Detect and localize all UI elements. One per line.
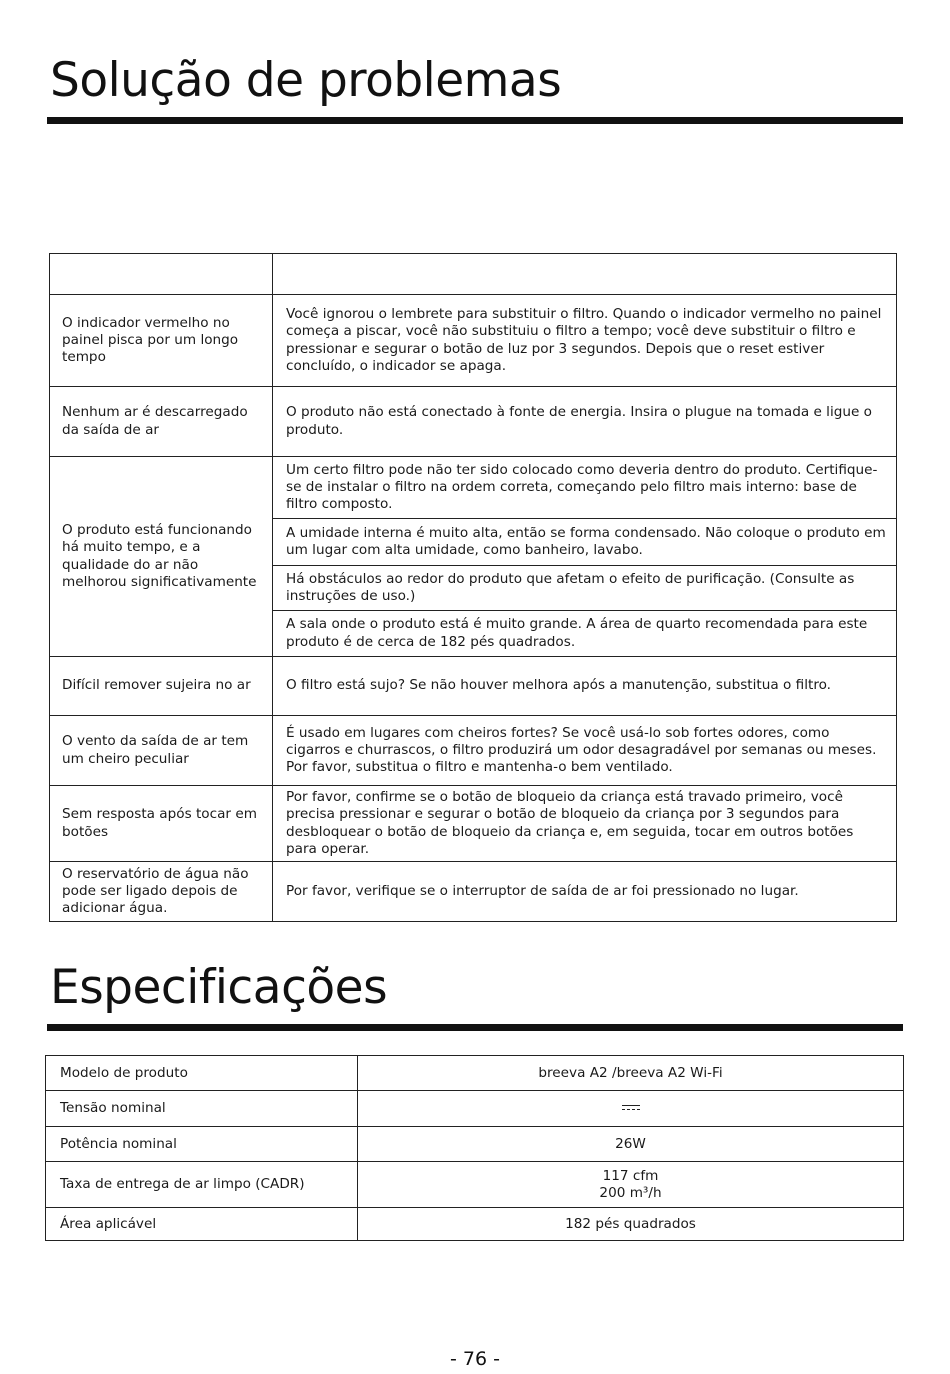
specifications-title: Especificações: [50, 960, 388, 1015]
spec-label: Área aplicável: [46, 1208, 358, 1241]
solution-cell: Um certo filtro pode não ter sido colocado como deveria dentro do produto. Certifique-se de instalar o filtro na ordem correta, começando pelo filtro mais interno: base de filtro composto.: [273, 457, 897, 519]
spec-row: [46, 1127, 904, 1162]
problem-cell: Sem resposta após tocar em botões: [50, 786, 273, 862]
spec-value-line: 26W: [615, 1135, 646, 1152]
problem-cell: Difícil remover sujeira no ar: [50, 657, 273, 716]
spec-value: [358, 1056, 904, 1091]
specifications-table: [45, 1055, 904, 1241]
specs-rule: [47, 1024, 903, 1031]
spec-row: [46, 1208, 904, 1241]
problem-cell: O produto está funcionando há muito tempo, e a qualidade do ar não melhorou significativamente: [50, 457, 273, 657]
header-problem: [50, 254, 273, 295]
solution-cell: Por favor, verifique se o interruptor de saída de ar foi pressionado no lugar.: [273, 862, 897, 922]
dc-symbol-icon: [622, 1105, 640, 1111]
solution-cell: O filtro está sujo? Se não houver melhora após a manutenção, substitua o filtro.: [273, 657, 897, 716]
table-row: [50, 657, 897, 716]
table-row: [50, 862, 897, 922]
spec-value-line: 200 m³/h: [599, 1184, 662, 1201]
spec-label: Potência nominal: [46, 1127, 358, 1162]
solution-cell: Você ignorou o lembrete para substituir o filtro. Quando o indicador vermelho no painel começa a piscar, você não substituiu o filtro a tempo; você deve substituir o filtro e pressionar e segurar o botão de luz por 3 segundos. Depois que o reset estiver concluído, o indicador se apaga.: [273, 295, 897, 387]
table-row: [50, 295, 897, 387]
troubleshooting-table: [49, 253, 897, 922]
spec-label: Taxa de entrega de ar limpo (CADR): [46, 1162, 358, 1208]
title-rule: [47, 117, 903, 124]
solution-cell: A sala onde o produto está é muito grande. A área de quarto recomendada para este produto é de cerca de 182 pés quadrados.: [273, 611, 897, 657]
table-row: [50, 387, 897, 457]
spec-row: [46, 1056, 904, 1091]
header-row: [50, 254, 897, 295]
problem-cell: O reservatório de água não pode ser ligado depois de adicionar água.: [50, 862, 273, 922]
solution-cell: É usado em lugares com cheiros fortes? Se você usá-lo sob fortes odores, como cigarros e churrascos, o filtro produzirá um odor desagradável por semanas ou meses. Por favor, substitua o filtro e mantenha-o bem ventilado.: [273, 716, 897, 786]
troubleshooting-title: Solução de problemas: [50, 53, 562, 108]
spec-label: Tensão nominal: [46, 1091, 358, 1127]
problem-cell: O vento da saída de ar tem um cheiro peculiar: [50, 716, 273, 786]
header-solution: [273, 254, 897, 295]
solution-cell: Há obstáculos ao redor do produto que afetam o efeito de purificação. (Consulte as instruções de uso.): [273, 566, 897, 611]
spec-label: Modelo de produto: [46, 1056, 358, 1091]
spec-value-line: 182 pés quadrados: [565, 1215, 696, 1232]
spec-value: [358, 1127, 904, 1162]
table-row: [50, 786, 897, 862]
spec-value: [358, 1162, 904, 1208]
solution-cell: O produto não está conectado à fonte de energia. Insira o plugue na tomada e ligue o produto.: [273, 387, 897, 457]
solution-cell: Por favor, confirme se o botão de bloqueio da criança está travado primeiro, você precisa pressionar e segurar o botão de bloqueio da criança por 3 segundos para desbloquear o botão de bloqueio da criança e, em seguida, tocar em outros botões para operar.: [273, 786, 897, 862]
page-number: - 76 -: [450, 1348, 500, 1370]
spec-value: [358, 1091, 904, 1127]
spec-row: [46, 1091, 904, 1127]
problem-cell: Nenhum ar é descarregado da saída de ar: [50, 387, 273, 457]
problem-cell: O indicador vermelho no painel pisca por um longo tempo: [50, 295, 273, 387]
spec-value: [358, 1208, 904, 1241]
solution-cell: A umidade interna é muito alta, então se forma condensado. Não coloque o produto em um lugar com alta umidade, como banheiro, lavabo.: [273, 519, 897, 566]
table-row: [50, 457, 897, 519]
spec-value-line: breeva A2 /breeva A2 Wi-Fi: [538, 1064, 723, 1081]
spec-value-line: 117 cfm: [602, 1167, 659, 1184]
spec-row: [46, 1162, 904, 1208]
table-row: [50, 716, 897, 786]
